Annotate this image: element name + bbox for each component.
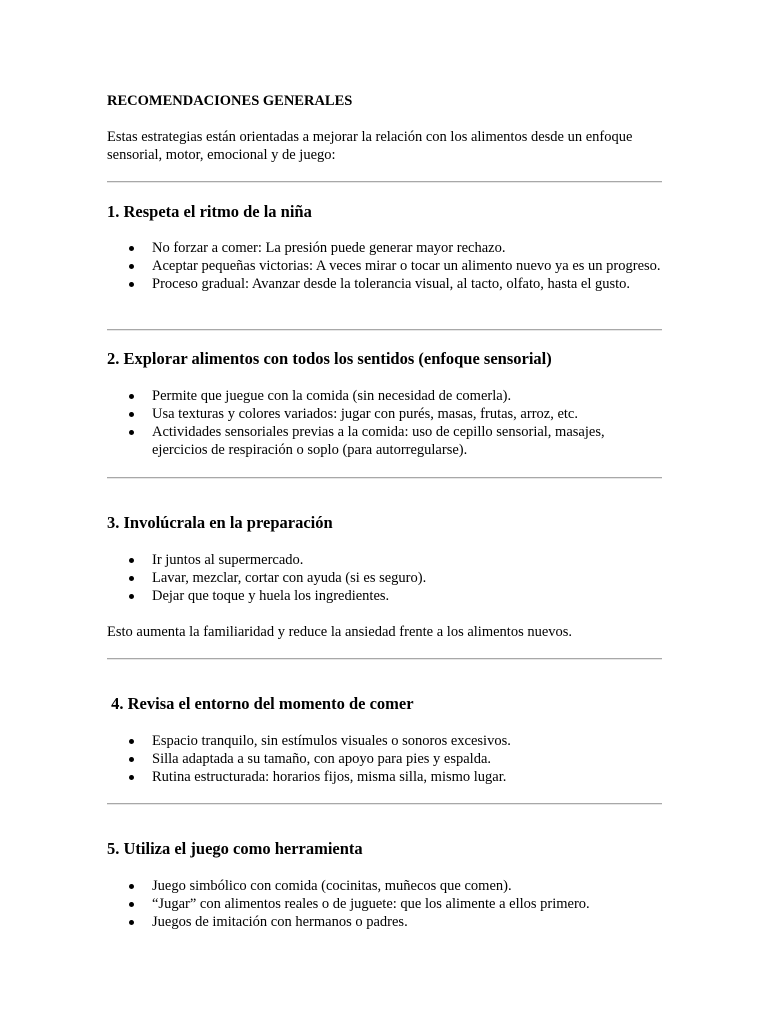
list-item	[107, 768, 662, 786]
list-item	[107, 423, 662, 459]
section-heading-3: 3. Involúcrala en la preparación	[107, 513, 333, 532]
list-item	[107, 732, 662, 750]
list-item	[107, 877, 662, 895]
horizontal-rule	[107, 329, 662, 331]
list-item-text: Ir juntos al supermercado.	[152, 552, 304, 568]
list-item-text: Usa texturas y colores variados: jugar con purés, masas, frutas, arroz, etc.	[152, 406, 578, 422]
list-item-text: Juego simbólico con comida (cocinitas, muñecos que comen).	[152, 878, 512, 894]
bullet-icon	[129, 264, 134, 269]
horizontal-rule	[107, 181, 662, 183]
bullet-icon	[129, 920, 134, 925]
bullet-icon	[129, 594, 134, 599]
list-item	[107, 551, 662, 569]
bullet-icon	[129, 739, 134, 744]
section-list-2	[107, 387, 662, 459]
intro-paragraph: Estas estrategias están orientadas a mejorar la relación con los alimentos desde un enfoque sensorial, motor, emocional y de juego:	[107, 129, 633, 163]
list-item	[107, 239, 662, 257]
section-list-4	[107, 732, 662, 786]
section-note: Esto aumenta la familiaridad y reduce la ansiedad frente a los alimentos nuevos.	[107, 624, 573, 640]
list-item-text: Juegos de imitación con hermanos o padres.	[152, 914, 408, 930]
bullet-icon	[129, 902, 134, 907]
document-title: RECOMENDACIONES GENERALES	[107, 93, 353, 109]
list-item-text: No forzar a comer: La presión puede generar mayor rechazo.	[152, 240, 506, 256]
list-item-text: Aceptar pequeñas victorias: A veces mirar o tocar un alimento nuevo ya es un progreso.	[152, 258, 661, 274]
bullet-icon	[129, 394, 134, 399]
list-item-text: Permite que juegue con la comida (sin necesidad de comerla).	[152, 388, 512, 404]
list-item-text: Lavar, mezclar, cortar con ayuda (si es seguro).	[152, 570, 427, 586]
section-list-1	[107, 239, 662, 293]
bullet-icon	[129, 430, 134, 435]
list-item	[107, 405, 662, 423]
list-item-text: Proceso gradual: Avanzar desde la tolerancia visual, al tacto, olfato, hasta el gusto.	[152, 276, 631, 292]
list-item-text: Dejar que toque y huela los ingredientes.	[152, 588, 390, 604]
list-item-text: Rutina estructurada: horarios fijos, misma silla, mismo lugar.	[152, 769, 507, 785]
list-item	[107, 750, 662, 768]
list-item-text: Actividades sensoriales previas a la comida: uso de cepillo sensorial, masajes, ejercicios de respiración o soplo (para autorregularse).	[152, 424, 605, 458]
horizontal-rule	[107, 658, 662, 660]
bullet-icon	[129, 775, 134, 780]
list-item-text: Espacio tranquilo, sin estímulos visuales o sonoros excesivos.	[152, 733, 511, 749]
bullet-icon	[129, 558, 134, 563]
section-list-5	[107, 877, 662, 931]
list-item-text: Silla adaptada a su tamaño, con apoyo para pies y espalda.	[152, 751, 492, 767]
list-item	[107, 913, 662, 931]
bullet-icon	[129, 246, 134, 251]
section-heading-4: 4. Revisa el entorno del momento de comer	[107, 694, 414, 713]
bullet-icon	[129, 576, 134, 581]
bullet-icon	[129, 884, 134, 889]
section-heading-1: 1. Respeta el ritmo de la niña	[107, 202, 312, 221]
list-item	[107, 587, 662, 605]
section-list-3	[107, 551, 662, 605]
list-item	[107, 387, 662, 405]
bullet-icon	[129, 412, 134, 417]
horizontal-rule	[107, 803, 662, 805]
bullet-icon	[129, 282, 134, 287]
horizontal-rule	[107, 477, 662, 479]
section-heading-5: 5. Utiliza el juego como herramienta	[107, 839, 363, 858]
list-item	[107, 275, 662, 293]
list-item	[107, 569, 662, 587]
list-item-text: “Jugar” con alimentos reales o de juguete: que los alimente a ellos primero.	[152, 896, 590, 912]
list-item	[107, 257, 662, 275]
list-item	[107, 895, 662, 913]
section-heading-2: 2. Explorar alimentos con todos los sentidos (enfoque sensorial)	[107, 349, 552, 368]
bullet-icon	[129, 757, 134, 762]
